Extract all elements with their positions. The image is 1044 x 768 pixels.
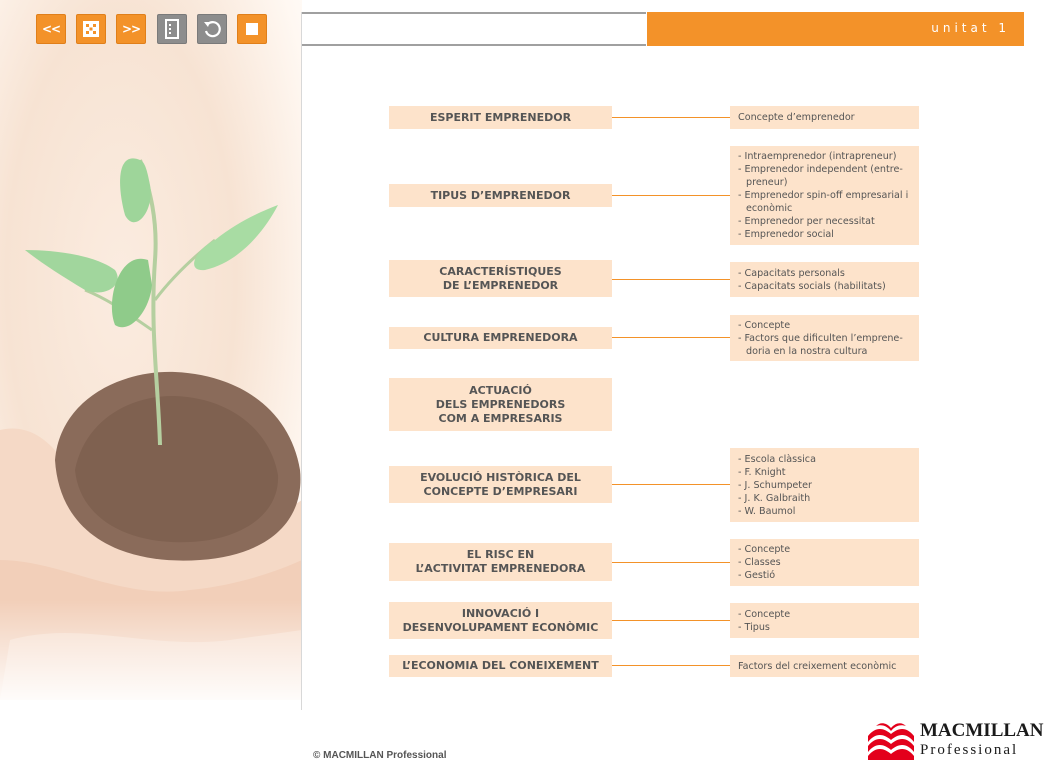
- topic-label: INNOVACIÓ I DESENVOLUPAMENT ECONÒMIC: [402, 606, 599, 634]
- connector-line: [612, 562, 730, 563]
- detail-box: [730, 603, 919, 638]
- connector-line: [612, 484, 730, 485]
- detail-item: - Gestió: [738, 569, 913, 582]
- connector-line: [612, 665, 730, 666]
- next-icon: >>: [121, 22, 141, 36]
- logo-sub-text: Professional: [920, 742, 1019, 758]
- topic-label: TIPUS D’EMPRENEDOR: [430, 188, 571, 202]
- detail-box: [730, 448, 919, 522]
- detail-box: [730, 655, 919, 677]
- next-button[interactable]: [116, 14, 146, 44]
- detail-item: - Concepte: [738, 543, 913, 556]
- topic-actuacio-emprenedors[interactable]: [389, 378, 612, 431]
- detail-item: - Capacitats personals: [738, 267, 913, 280]
- detail-item: - Escola clàssica: [738, 453, 913, 466]
- panel-divider: [301, 12, 302, 710]
- connector-line: [612, 195, 730, 196]
- undo-icon: [202, 19, 222, 39]
- detail-box: [730, 315, 919, 361]
- macmillan-logo: [866, 718, 1044, 762]
- detail-item: Concepte d’emprenedor: [738, 112, 855, 123]
- detail-item: - Classes: [738, 556, 913, 569]
- seedling-photo: [0, 0, 302, 700]
- previous-button[interactable]: [36, 14, 66, 44]
- detail-item: - Factors que dificulten l’emprene-doria en la nostra cultura: [738, 332, 913, 358]
- undo-button[interactable]: [197, 14, 227, 44]
- list-icon: [164, 19, 180, 39]
- logo-brand-text: MACMILLAN: [920, 720, 1044, 741]
- photo-fade: [0, 600, 302, 710]
- topic-caracteristiques[interactable]: [389, 260, 612, 297]
- header-title-field: [302, 12, 646, 46]
- topic-el-risc[interactable]: [389, 543, 612, 581]
- connector-line: [612, 117, 730, 118]
- detail-item: - F. Knight: [738, 466, 913, 479]
- detail-item: - J. K. Galbraith: [738, 492, 913, 505]
- detail-box: [730, 146, 919, 245]
- copyright-text: © MACMILLAN Professional: [313, 750, 447, 761]
- index-icon: [82, 20, 100, 38]
- topic-label: CULTURA EMPRENEDORA: [423, 331, 578, 344]
- detail-box: [730, 106, 919, 129]
- topic-esperit-emprenedor[interactable]: [389, 106, 612, 129]
- topic-label: L’ECONOMIA DEL CONEIXEMENT: [402, 659, 599, 672]
- detail-item: - Capacitats socials (habilitats): [738, 280, 913, 293]
- detail-item: - Concepte: [738, 608, 913, 621]
- detail-item: - Emprenedor spin-off empresarial i econòmic: [738, 189, 913, 215]
- topic-label: ESPERIT EMPRENEDOR: [429, 110, 572, 124]
- topic-evolucio-historica[interactable]: [389, 466, 612, 503]
- detail-item: - J. Schumpeter: [738, 479, 913, 492]
- unit-label: unitat 1: [931, 21, 1010, 35]
- topic-label: CARACTERÍSTIQUES DE L’EMPRENEDOR: [439, 264, 562, 292]
- detail-item: - Emprenedor independent (entre-preneur): [738, 163, 913, 189]
- detail-item: - Emprenedor social: [738, 228, 913, 241]
- stop-button[interactable]: [237, 14, 267, 44]
- macmillan-logo-icon: [866, 718, 916, 760]
- index-button[interactable]: [76, 14, 106, 44]
- detail-item: - Concepte: [738, 319, 913, 332]
- detail-item: - Intraemprenedor (intrapreneur): [738, 150, 913, 163]
- connector-line: [612, 620, 730, 621]
- topic-innovacio[interactable]: [389, 602, 612, 639]
- seedling-illustration: [0, 0, 302, 700]
- topic-cultura-emprenedora[interactable]: [389, 327, 612, 349]
- connector-line: [612, 279, 730, 280]
- topic-label: ACTUACIÓ DELS EMPRENEDORS COM A EMPRESARIS: [435, 383, 566, 425]
- stop-icon: [244, 21, 260, 37]
- detail-item: Factors del creixement econòmic: [738, 660, 897, 672]
- detail-box: [730, 262, 919, 297]
- topic-tipus-emprenedor[interactable]: [389, 184, 612, 207]
- list-button[interactable]: [157, 14, 187, 44]
- connector-line: [612, 337, 730, 338]
- detail-item: - Emprenedor per necessitat: [738, 215, 913, 228]
- detail-box: [730, 539, 919, 586]
- topic-economia-coneixement[interactable]: [389, 655, 612, 677]
- previous-icon: <<: [41, 22, 61, 36]
- unit-header-band: [647, 12, 1024, 46]
- topic-label: EL RISC EN L’ACTIVITAT EMPRENEDORA: [415, 548, 586, 575]
- topic-label: EVOLUCIÓ HISTÒRICA DEL CONCEPTE D’EMPRESARI: [420, 470, 581, 498]
- detail-item: - Tipus: [738, 621, 913, 634]
- detail-item: - W. Baumol: [738, 505, 913, 518]
